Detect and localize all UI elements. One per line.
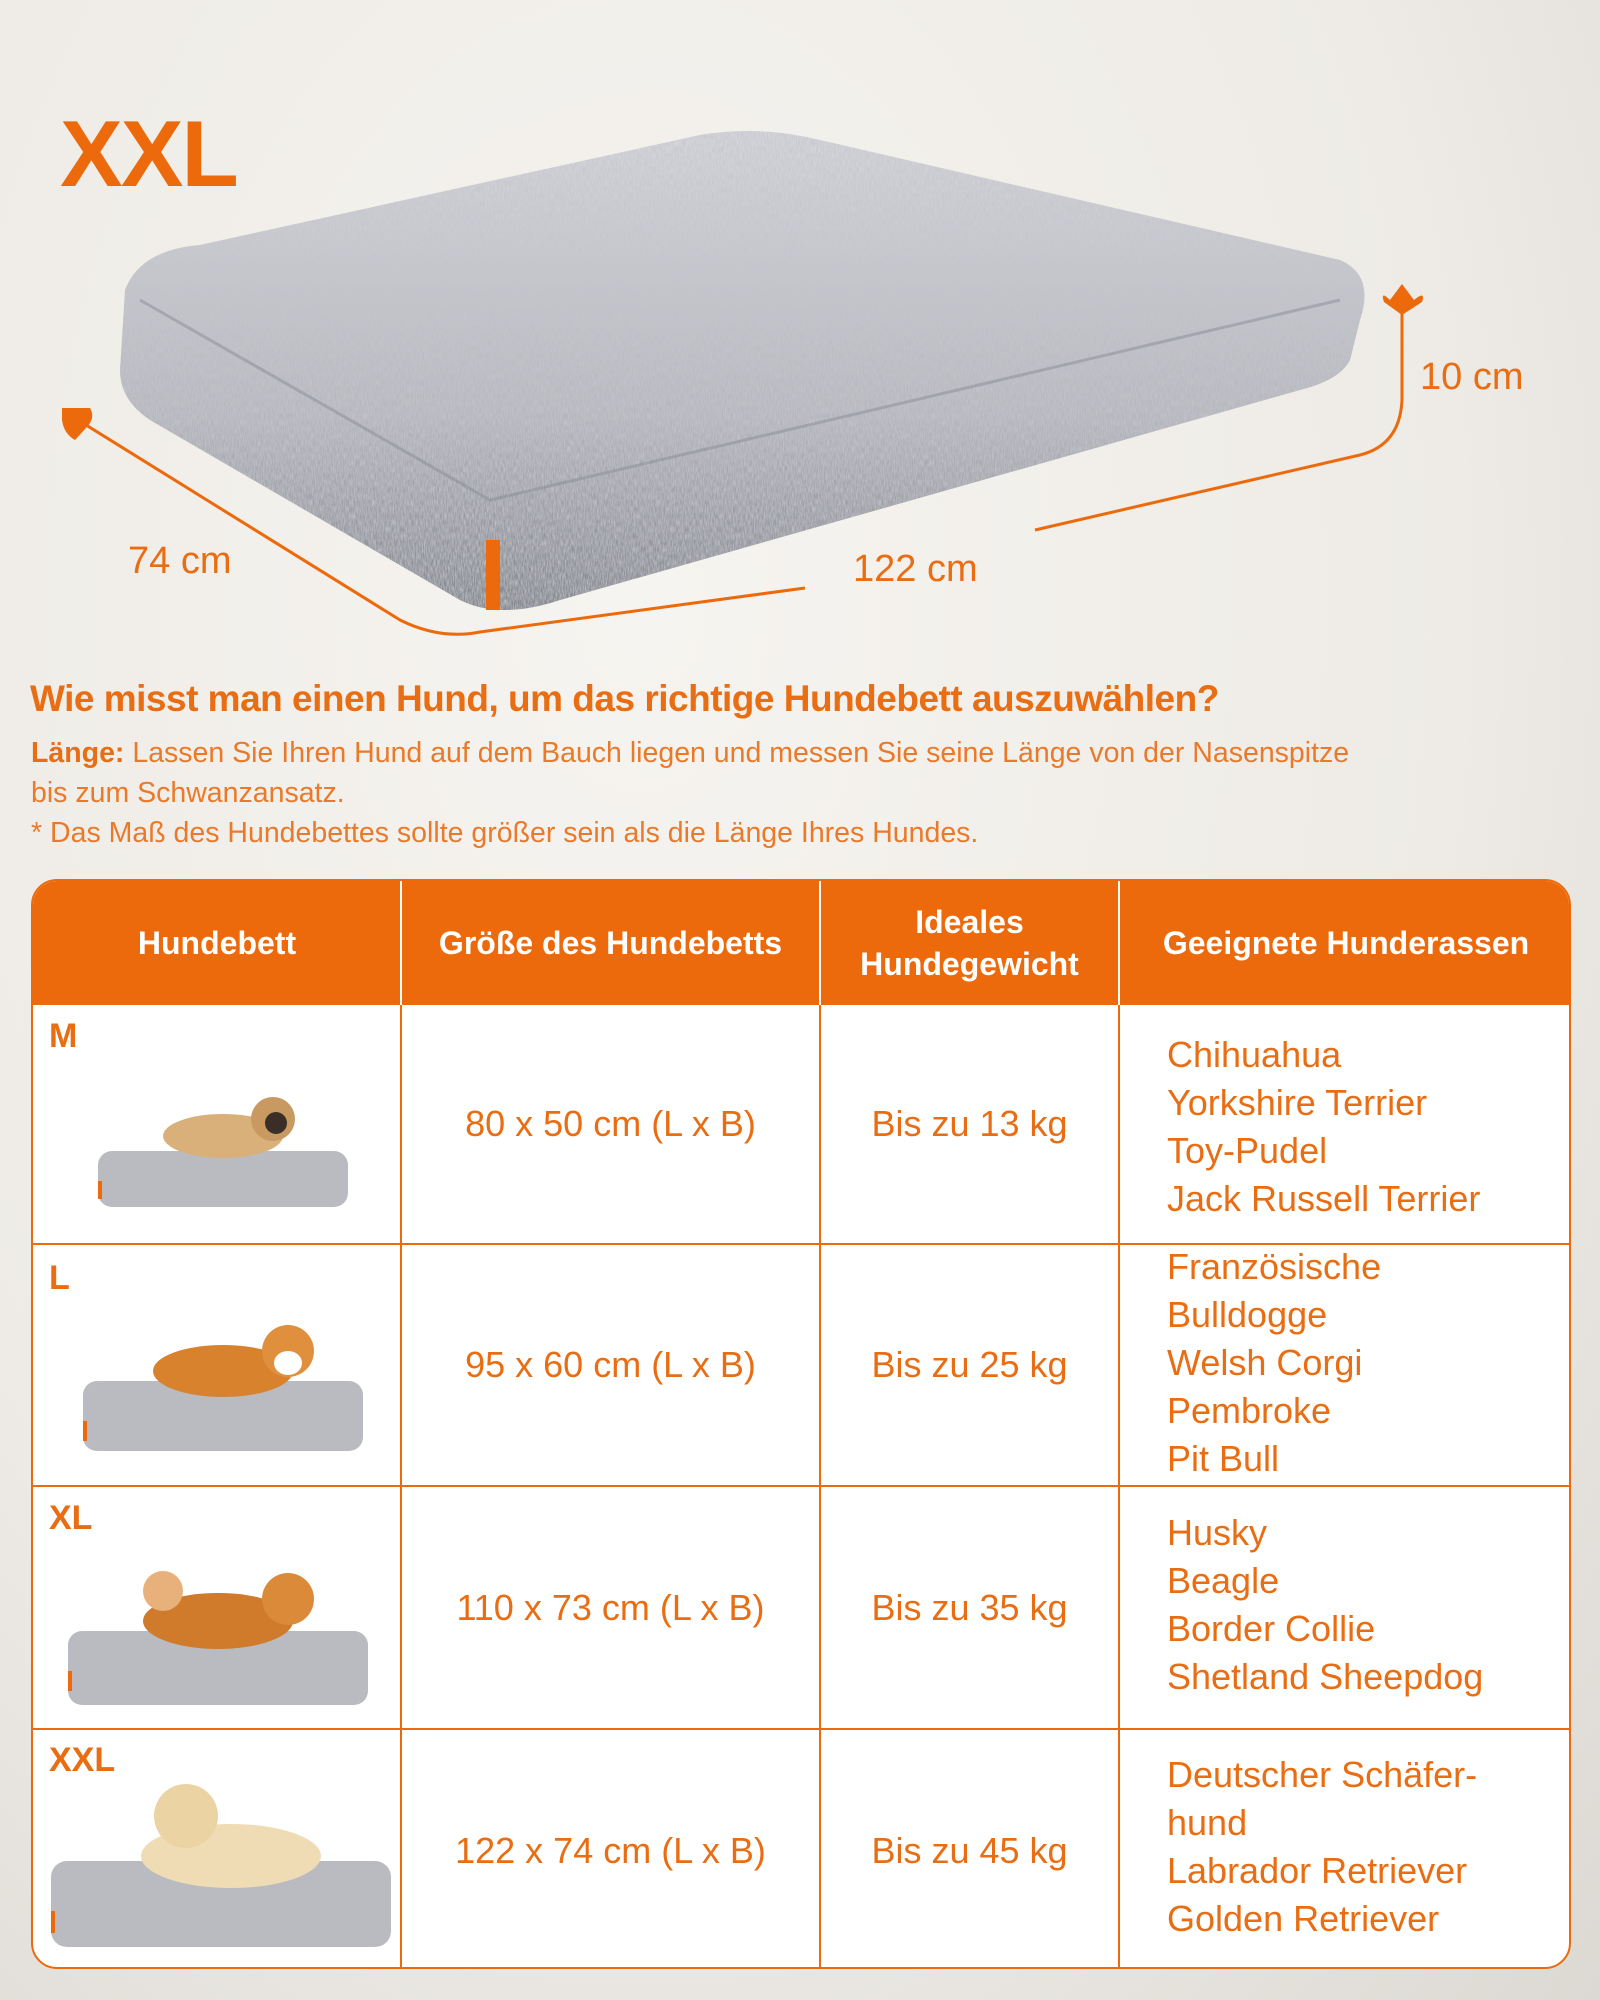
width-label: 74 cm <box>128 540 232 582</box>
header-weight: Ideales Hundegewicht <box>820 881 1119 1005</box>
dimensions-cell: 110 x 73 cm (L x B) <box>456 1586 765 1628</box>
header-dimensions: Größe des Hundebetts <box>401 881 820 1005</box>
breeds-cell: Husky Beagle Border Collie Shetland Sheepdog <box>1167 1512 1484 1697</box>
header-breeds: Geeignete Hunderassen <box>1119 881 1571 1005</box>
size-label: L <box>49 1259 70 1297</box>
dog-bed-thumbnail <box>93 1081 353 1211</box>
guide-text-line <box>31 737 1349 770</box>
guide-text: Lassen Sie Ihren Hund auf dem Bauch liegen und messen Sie seine Länge von der Nasenspitze <box>124 737 1350 769</box>
dog-bed-image <box>120 131 1365 610</box>
dog-bed-thumbnail <box>73 1301 373 1461</box>
length-label: 122 cm <box>853 548 978 590</box>
guide-note: * Das Maß des Hundebettes sollte größer sein als die Länge Ihres Hundes. <box>31 817 979 849</box>
dimensions-cell: 80 x 50 cm (L x B) <box>465 1103 756 1144</box>
weight-cell: Bis zu 45 kg <box>871 1829 1068 1871</box>
product-illustration <box>0 0 1600 660</box>
size-label: XXL <box>49 1741 116 1779</box>
bed-tag <box>486 540 500 610</box>
size-title: XXL <box>60 101 237 206</box>
breeds-cell: Französische Bulldogge Welsh Corgi Pembroke Pit Bull <box>1167 1246 1382 1479</box>
weight-cell: Bis zu 25 kg <box>871 1344 1068 1385</box>
size-table <box>31 879 1571 1969</box>
heart-arrow-icon <box>62 408 92 440</box>
weight-cell: Bis zu 35 kg <box>871 1586 1068 1628</box>
heart-arrow-icon <box>1383 284 1423 315</box>
size-label: XL <box>49 1499 93 1537</box>
size-label: M <box>49 1017 78 1055</box>
dog-bed-thumbnail <box>58 1541 378 1711</box>
header-bed: Hundebett <box>33 881 401 1005</box>
breeds-cell: Chihuahua Yorkshire Terrier Toy-Pudel Jack Russell Terrier <box>1167 1034 1481 1219</box>
guide-label: Länge: <box>31 737 125 769</box>
dimensions-cell: 122 x 74 cm (L x B) <box>455 1829 766 1871</box>
height-label: 10 cm <box>1420 356 1524 398</box>
guide-heading: Wie misst man einen Hund, um das richtige Hundebett auszuwählen? <box>30 678 1219 719</box>
breeds-cell: Deutscher Schäfer- hund Labrador Retriever Golden Retriever <box>1167 1754 1478 1939</box>
weight-cell: Bis zu 13 kg <box>871 1103 1068 1144</box>
guide-text-line: bis zum Schwanzansatz. <box>31 777 345 809</box>
dog-bed-thumbnail <box>41 1761 401 1961</box>
dimensions-cell: 95 x 60 cm (L x B) <box>465 1344 756 1385</box>
